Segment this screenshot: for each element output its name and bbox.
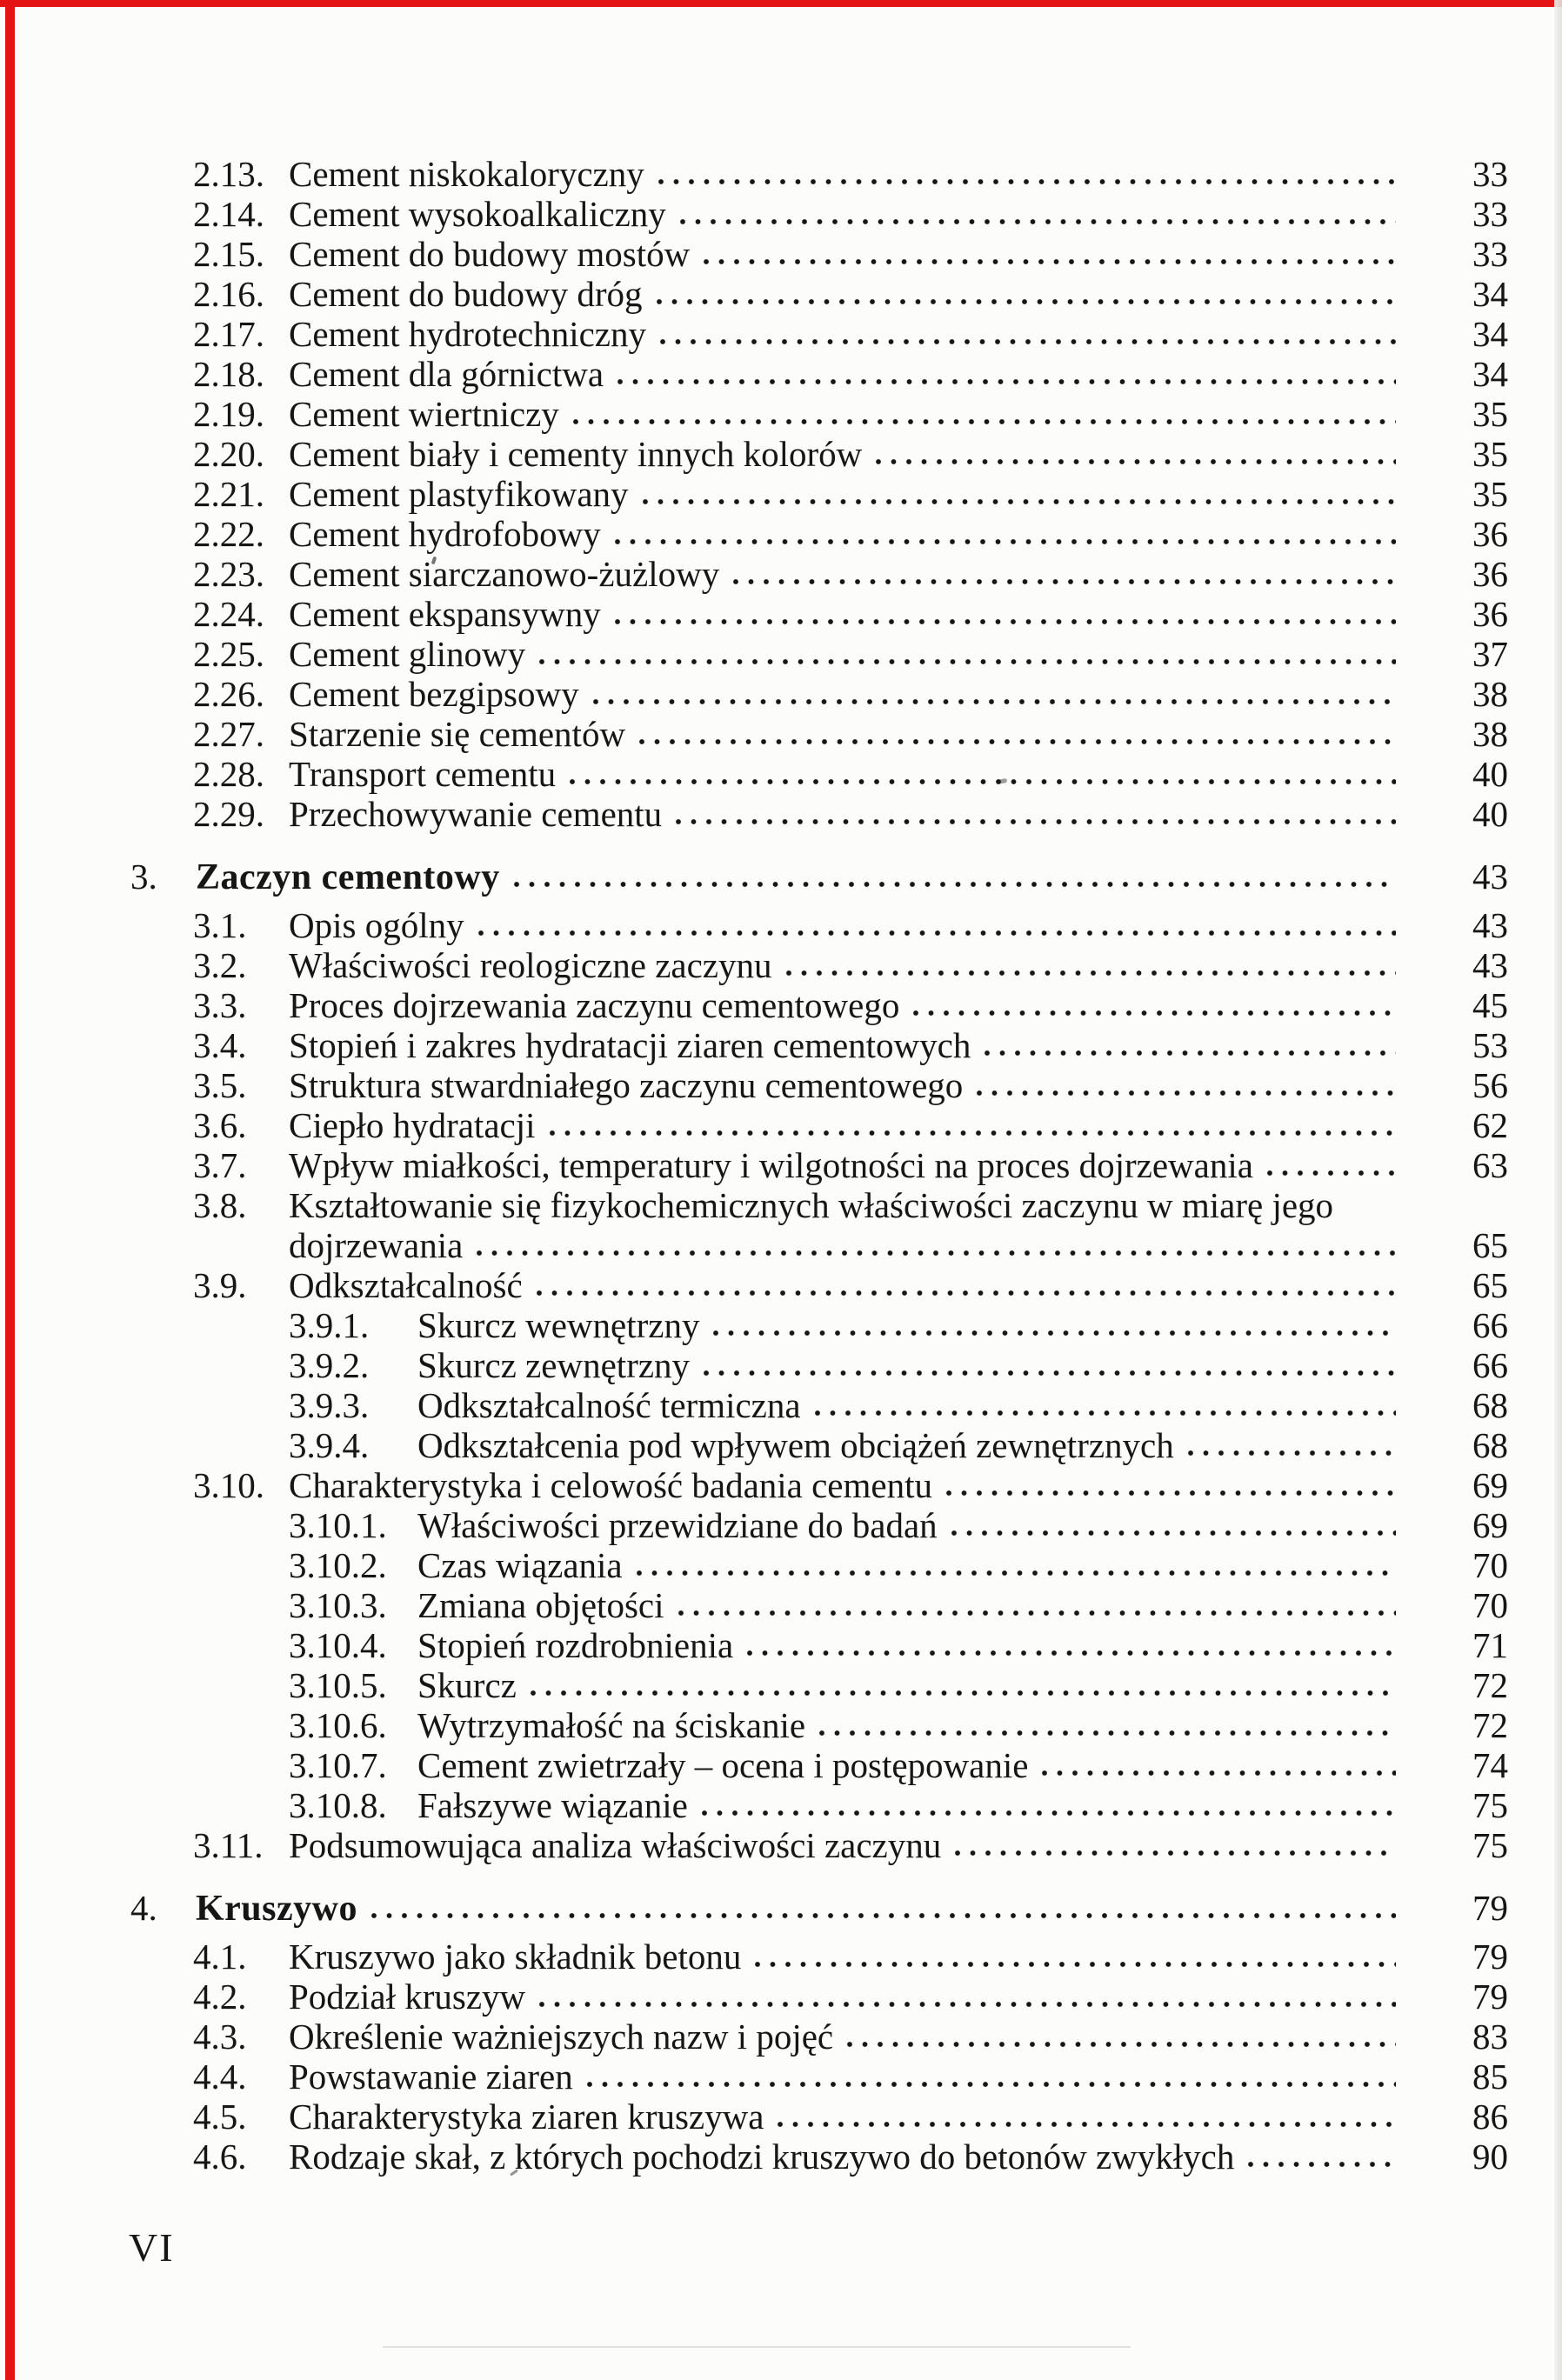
toc-row: [0, 434, 1562, 474]
toc-entry-number: 2.29.: [193, 794, 264, 834]
toc-entry-title: Charakterystyka i celowość badania cementu: [289, 1465, 932, 1505]
toc-entry-title: Skurcz zewnętrzny: [417, 1345, 691, 1385]
dot-leader: [539, 2000, 1396, 2009]
toc-row: [0, 1625, 1562, 1665]
toc-row: [0, 674, 1562, 714]
toc-page-number: 38: [1472, 714, 1508, 754]
toc-page-number: 65: [1472, 1225, 1508, 1265]
toc-entry-number: 3.11.: [193, 1825, 264, 1865]
toc-entry-title: Cement ekspansywny: [289, 594, 601, 634]
dot-leader: [913, 1009, 1396, 1017]
toc-entry-title: Opis ogólny: [289, 905, 464, 945]
toc-entry-title: Czas wiązania: [417, 1545, 623, 1585]
toc-row: [0, 314, 1562, 354]
toc-entry-number: 3.9.: [193, 1265, 247, 1305]
toc-row: [0, 1505, 1562, 1545]
toc-entry-number: 2.27.: [193, 714, 264, 754]
toc-entry-number: 4.2.: [193, 1977, 247, 2017]
toc-entry-title: Cement bezgipsowy: [289, 674, 579, 714]
toc-row: [0, 1705, 1562, 1745]
toc-entry-title: Cement glinowy: [289, 634, 526, 674]
dot-leader: [755, 1960, 1396, 1969]
toc-entry-title: Starzenie się cementów: [289, 714, 626, 754]
toc-page-number: 34: [1472, 314, 1508, 354]
dot-leader: [676, 817, 1396, 826]
toc-entry-title: Wpływ miałkości, temperatury i wilgotności na proces dojrzewania: [289, 1145, 1253, 1185]
toc-page-number: 74: [1472, 1745, 1508, 1785]
toc-entry-number: 3.3.: [193, 985, 247, 1025]
dot-leader: [593, 697, 1396, 706]
dot-leader: [1188, 1449, 1396, 1457]
toc-entry-title: Ciepło hydratacji: [289, 1105, 536, 1145]
toc-page-number: 70: [1472, 1545, 1508, 1585]
dot-leader: [702, 1809, 1396, 1817]
dot-leader: [704, 257, 1396, 266]
dot-leader: [985, 1049, 1396, 1057]
toc-entry-title: Cement zwietrzały – ocena i postępowanie: [417, 1745, 1029, 1785]
toc-page-number: 45: [1472, 985, 1508, 1025]
toc-page-number: 79: [1472, 1937, 1508, 1977]
toc-row: [0, 1545, 1562, 1585]
toc-entry-number: 2.19.: [193, 394, 264, 434]
toc-entry-number: 4.6.: [193, 2137, 247, 2177]
toc-row: [0, 1385, 1562, 1425]
dot-leader: [531, 1689, 1396, 1697]
toc-entry-title: Kruszywo jako składnik betonu: [289, 1937, 742, 1977]
toc-entry-title: Skurcz: [417, 1665, 517, 1705]
toc-row: [0, 714, 1562, 754]
dot-leader: [1347, 1209, 1396, 1217]
dot-leader: [733, 577, 1396, 586]
toc-entry-number: 3.10.6.: [289, 1705, 387, 1745]
toc-row: [0, 234, 1562, 274]
toc-row: [0, 354, 1562, 394]
toc-page-number: 83: [1472, 2017, 1508, 2057]
toc-row: [0, 1745, 1562, 1785]
scan-edge-top-artifact: [0, 0, 1562, 7]
toc-page-number: 63: [1472, 1145, 1508, 1185]
dot-leader: [955, 1849, 1396, 1857]
toc-entry-number: 3.10.3.: [289, 1585, 387, 1625]
table-of-contents: [0, 154, 1562, 2177]
dot-leader: [786, 969, 1396, 977]
toc-row: [0, 1145, 1562, 1185]
dot-leader: [537, 1289, 1396, 1297]
dot-leader: [570, 777, 1396, 786]
toc-page-number: 86: [1472, 2097, 1508, 2137]
toc-row: [0, 634, 1562, 674]
dot-leader: [587, 2080, 1396, 2089]
dot-leader: [815, 1409, 1396, 1417]
toc-entry-title: Fałszywe wiązanie: [417, 1785, 688, 1825]
toc-entry-title: Zaczyn cementowy: [196, 857, 500, 897]
toc-entry-title: Odkształcalność: [289, 1265, 523, 1305]
toc-page-number: 68: [1472, 1385, 1508, 1425]
toc-entry-number: 3.1.: [193, 905, 247, 945]
toc-row: [0, 2057, 1562, 2097]
toc-row: [0, 1065, 1562, 1105]
dot-leader: [478, 929, 1396, 937]
toc-entry-title: Podsumowująca analiza właściwości zaczynu: [289, 1825, 942, 1865]
toc-entry-number: 2.18.: [193, 354, 264, 394]
toc-entry-title: Cement hydrofobowy: [289, 514, 601, 554]
toc-entry-number: 2.26.: [193, 674, 264, 714]
toc-page-number: 35: [1472, 394, 1508, 434]
toc-row: [0, 1665, 1562, 1705]
toc-entry-number: 4.: [130, 1888, 157, 1928]
toc-page-number: 75: [1472, 1785, 1508, 1825]
dot-leader: [657, 297, 1396, 306]
toc-row: [0, 794, 1562, 834]
toc-entry-number: 2.17.: [193, 314, 264, 354]
toc-page-number: 65: [1472, 1265, 1508, 1305]
toc-entry-number: 3.9.1.: [289, 1305, 370, 1345]
toc-entry-number: 2.28.: [193, 754, 264, 794]
toc-entry-title: Rodzaje skał, z których pochodzi kruszywo do betonów zwykłych: [289, 2137, 1235, 2177]
dot-leader: [539, 657, 1396, 666]
toc-page-number: 70: [1472, 1585, 1508, 1625]
toc-entry-number: 2.23.: [193, 554, 264, 594]
toc-entry-number: 2.22.: [193, 514, 264, 554]
toc-row: [0, 274, 1562, 314]
dot-leader: [514, 880, 1396, 889]
toc-page-number: 38: [1472, 674, 1508, 714]
dot-leader: [680, 217, 1396, 226]
toc-page-number: 35: [1472, 474, 1508, 514]
toc-row: [0, 514, 1562, 554]
toc-entry-number: 2.20.: [193, 434, 264, 474]
toc-entry-number: 4.3.: [193, 2017, 247, 2057]
toc-row: [0, 1977, 1562, 2017]
toc-page-number: 66: [1472, 1345, 1508, 1385]
toc-page-number: 34: [1472, 274, 1508, 314]
dot-leader: [713, 1329, 1396, 1337]
toc-row: [0, 945, 1562, 985]
toc-entry-number: 3.9.2.: [289, 1345, 370, 1385]
toc-entry-number: 3.6.: [193, 1105, 247, 1145]
toc-row: [0, 1465, 1562, 1505]
toc-entry-number: 3.10.1.: [289, 1505, 387, 1545]
toc-row: [0, 2097, 1562, 2137]
toc-row: [0, 1265, 1562, 1305]
toc-entry-title: Proces dojrzewania zaczynu cementowego: [289, 985, 900, 1025]
toc-page-number: 36: [1472, 594, 1508, 634]
toc-row: [0, 1785, 1562, 1825]
toc-entry-number: 2.15.: [193, 234, 264, 274]
toc-entry-title: Odkształcalność termiczna: [417, 1385, 801, 1425]
toc-row: [0, 1888, 1562, 1928]
toc-row: [0, 857, 1562, 897]
toc-entry-title: Właściwości reologiczne zaczynu: [289, 945, 772, 985]
dot-leader: [1042, 1769, 1396, 1777]
toc-row: [0, 754, 1562, 794]
dot-leader: [876, 457, 1396, 466]
dot-leader: [615, 537, 1396, 546]
toc-page-number: 68: [1472, 1425, 1508, 1465]
toc-entry-title: Cement plastyfikowany: [289, 474, 629, 514]
toc-entry-title: Przechowywanie cementu: [289, 794, 663, 834]
toc-page-number: 71: [1472, 1625, 1508, 1665]
dot-leader: [660, 337, 1396, 346]
toc-entry-number: 3.5.: [193, 1065, 247, 1105]
toc-entry-title: Skurcz wewnętrzny: [417, 1305, 700, 1345]
toc-page-number: 56: [1472, 1065, 1508, 1105]
toc-entry-title: Cement biały i cementy innych kolorów: [289, 434, 863, 474]
toc-row: [0, 2137, 1562, 2177]
toc-page-number: 62: [1472, 1105, 1508, 1145]
toc-entry-title: Określenie ważniejszych nazw i pojęć: [289, 2017, 834, 2057]
toc-page-number: 43: [1472, 905, 1508, 945]
toc-page-number: 40: [1472, 794, 1508, 834]
toc-row: [0, 1937, 1562, 1977]
scan-bottom-line-artifact: [383, 2346, 1131, 2348]
toc-page-number: 43: [1472, 857, 1508, 897]
dot-leader: [617, 377, 1396, 386]
toc-entry-number: 3.2.: [193, 945, 247, 985]
toc-entry-number: 3.10.2.: [289, 1545, 387, 1585]
toc-page-number: 79: [1472, 1888, 1508, 1928]
toc-page-number: 69: [1472, 1465, 1508, 1505]
toc-page-number: 40: [1472, 754, 1508, 794]
toc-row: [0, 1425, 1562, 1465]
toc-entry-number: 3.8.: [193, 1185, 247, 1225]
toc-row: [0, 1185, 1562, 1225]
toc-row: [0, 594, 1562, 634]
toc-entry-number: 3.10.7.: [289, 1745, 387, 1785]
toc-entry-number: 2.25.: [193, 634, 264, 674]
toc-page-number: 90: [1472, 2137, 1508, 2177]
toc-entry-title: Charakterystyka ziaren kruszywa: [289, 2097, 764, 2137]
toc-entry-title: Kształtowanie się fizykochemicznych właściwości zaczynu w miarę jego: [289, 1185, 1334, 1225]
dot-leader: [951, 1529, 1396, 1537]
dot-leader: [1267, 1169, 1396, 1177]
toc-entry-title: Cement do budowy mostów: [289, 234, 691, 274]
toc-row: [0, 394, 1562, 434]
toc-row: [0, 154, 1562, 194]
dot-leader: [637, 1569, 1396, 1577]
toc-row: [0, 1025, 1562, 1065]
toc-entry-title: Kruszywo: [196, 1889, 357, 1929]
toc-entry-number: 2.21.: [193, 474, 264, 514]
toc-entry-number: 2.16.: [193, 274, 264, 314]
toc-entry-number: 3.9.3.: [289, 1385, 370, 1425]
dot-leader: [658, 177, 1396, 186]
toc-entry-title: Cement hydrotechniczny: [289, 314, 647, 354]
dot-leader: [643, 497, 1396, 506]
dot-leader: [946, 1489, 1396, 1497]
dot-leader: [704, 1369, 1396, 1377]
toc-entry-title: Cement wiertniczy: [289, 394, 559, 434]
toc-row: [0, 1345, 1562, 1385]
toc-page-number: 33: [1472, 234, 1508, 274]
toc-entry-number: 3.4.: [193, 1025, 247, 1065]
toc-row: [0, 1225, 1562, 1265]
toc-entry-number: 3.10.4.: [289, 1625, 387, 1665]
toc-entry-number: 2.13.: [193, 154, 264, 194]
dot-leader: [678, 1609, 1397, 1617]
toc-page-number: 69: [1472, 1505, 1508, 1545]
toc-page-number: 34: [1472, 354, 1508, 394]
dot-leader: [977, 1089, 1396, 1097]
toc-page-number: 36: [1472, 554, 1508, 594]
toc-entry-title: Podział kruszyw: [289, 1977, 526, 2017]
toc-page-number: 33: [1472, 194, 1508, 234]
dot-leader: [615, 617, 1396, 626]
page-footer-number: VI: [129, 2225, 175, 2270]
toc-page-number: 33: [1472, 154, 1508, 194]
toc-entry-title: Stopień rozdrobnienia: [417, 1625, 734, 1665]
toc-page-number: 85: [1472, 2057, 1508, 2097]
toc-entry-title: Powstawanie ziaren: [289, 2057, 573, 2097]
toc-page-number: 36: [1472, 514, 1508, 554]
toc-page-number: 35: [1472, 434, 1508, 474]
toc-entry-number: 2.24.: [193, 594, 264, 634]
toc-entry-number: 2.14.: [193, 194, 264, 234]
toc-page-number: 75: [1472, 1825, 1508, 1865]
toc-row: [0, 1305, 1562, 1345]
dot-leader: [550, 1129, 1397, 1137]
toc-page-number: 79: [1472, 1977, 1508, 2017]
toc-row: [0, 1585, 1562, 1625]
toc-entry-number: 3.10.5.: [289, 1665, 387, 1705]
toc-page-number: 43: [1472, 945, 1508, 985]
toc-entry-title: Cement niskokaloryczny: [289, 154, 644, 194]
dot-leader: [639, 737, 1396, 746]
toc-entry-number: 3.10.8.: [289, 1785, 387, 1825]
dot-leader: [573, 417, 1396, 426]
toc-entry-title: Wytrzymałość na ściskanie: [417, 1705, 806, 1745]
toc-page-number: 53: [1472, 1025, 1508, 1065]
toc-entry-title: Stopień i zakres hydratacji ziaren cementowych: [289, 1025, 971, 1065]
toc-entry-number: 3.: [130, 857, 157, 897]
toc-entry-title: Cement siarczanowo-żużlowy: [289, 554, 720, 594]
dot-leader: [1248, 2160, 1396, 2169]
dot-leader: [778, 2120, 1396, 2129]
toc-page-number: 72: [1472, 1665, 1508, 1705]
toc-entry-number: 3.10.: [193, 1465, 264, 1505]
toc-row: [0, 474, 1562, 514]
dot-leader: [477, 1249, 1396, 1257]
toc-row: [0, 985, 1562, 1025]
toc-row: [0, 194, 1562, 234]
toc-entry-title: Struktura stwardniałego zaczynu cementowego: [289, 1065, 964, 1105]
toc-row: [0, 905, 1562, 945]
toc-entry-number: 3.9.4.: [289, 1425, 370, 1465]
toc-entry-title: Transport cementu: [289, 754, 557, 794]
toc-row: [0, 2017, 1562, 2057]
toc-entry-title: Właściwości przewidziane do badań: [417, 1505, 938, 1545]
toc-entry-number: 4.1.: [193, 1937, 247, 1977]
toc-row: [0, 1105, 1562, 1145]
toc-entry-number: 4.5.: [193, 2097, 247, 2137]
dot-leader: [847, 2040, 1396, 2049]
toc-entry-title: Odkształcenia pod wpływem obciążeń zewnętrznych: [417, 1425, 1174, 1465]
dot-leader: [371, 1911, 1396, 1920]
toc-entry-title: Cement do budowy dróg: [289, 274, 643, 314]
toc-entry-title: dojrzewania: [289, 1225, 464, 1265]
toc-page-number: 66: [1472, 1305, 1508, 1345]
toc-page-number: 37: [1472, 634, 1508, 674]
toc-entry-number: 4.4.: [193, 2057, 247, 2097]
toc-page-number: 72: [1472, 1705, 1508, 1745]
dot-leader: [747, 1649, 1396, 1657]
toc-entry-number: 3.7.: [193, 1145, 247, 1185]
toc-entry-title: Zmiana objętości: [417, 1585, 664, 1625]
toc-row: [0, 554, 1562, 594]
dot-leader: [819, 1729, 1396, 1737]
toc-entry-title: Cement dla górnictwa: [289, 354, 604, 394]
toc-row: [0, 1825, 1562, 1865]
toc-entry-title: Cement wysokoalkaliczny: [289, 194, 666, 234]
